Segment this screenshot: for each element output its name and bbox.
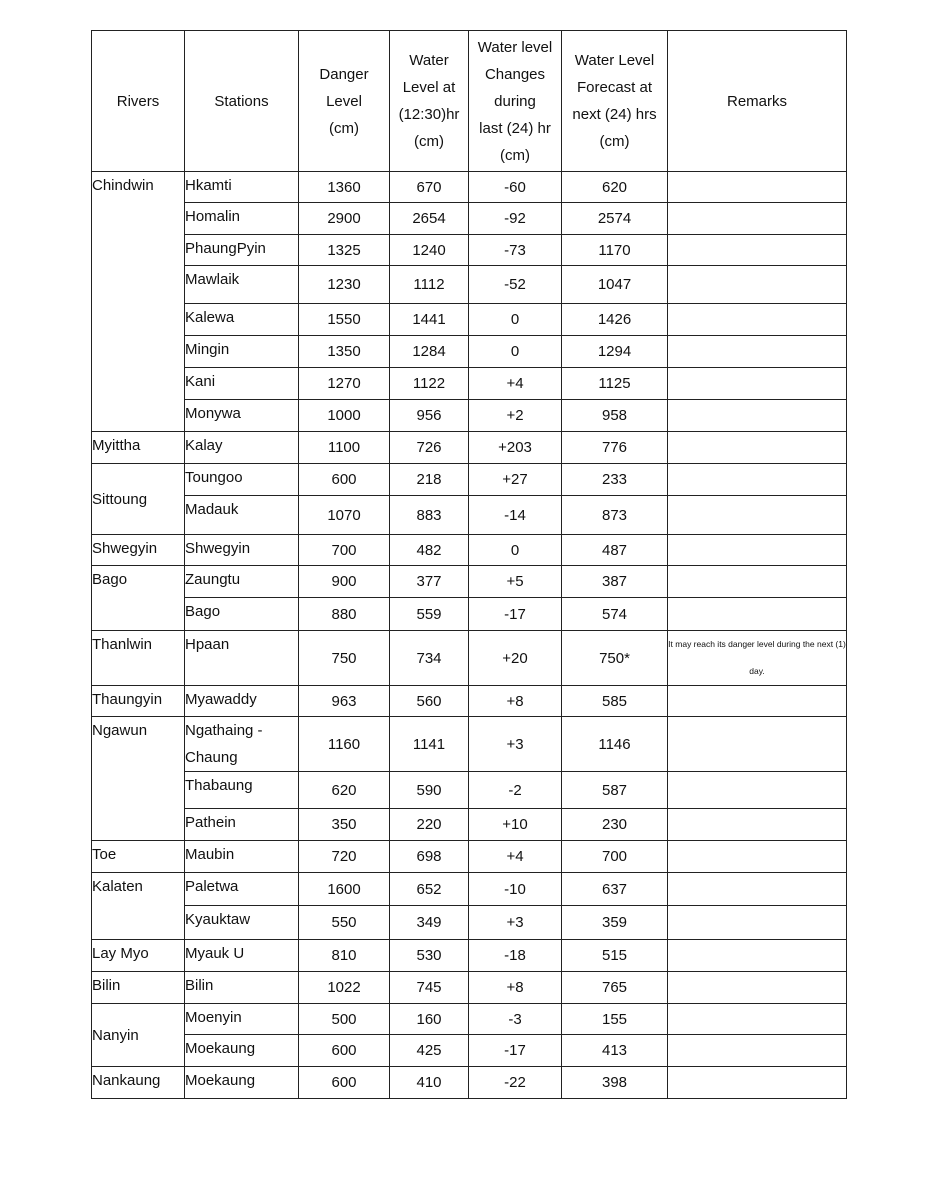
station-cell: Moenyin [185,1004,299,1035]
water-level-cell: 1122 [390,368,469,400]
table-row [92,535,847,566]
danger-level-cell: 1360 [299,172,390,203]
forecast-cell: 387 [562,566,668,598]
danger-level-cell: 1325 [299,235,390,266]
remarks-cell [668,809,847,841]
water-level-cell: 652 [390,873,469,906]
danger-level-cell: 1070 [299,496,390,535]
table-row [92,631,847,686]
remarks-cell [668,203,847,235]
water-level-cell: 1141 [390,717,469,772]
water-level-cell: 160 [390,1004,469,1035]
water-level-cell: 1112 [390,266,469,304]
danger-level-cell: 963 [299,686,390,717]
river-cell: Shwegyin [92,535,185,566]
danger-level-cell: 900 [299,566,390,598]
remarks-cell [668,717,847,772]
forecast-cell: 1047 [562,266,668,304]
danger-level-cell: 1022 [299,972,390,1004]
level-change-cell: -60 [469,172,562,203]
header-danger-level: Danger Level (cm) [299,31,390,172]
forecast-cell: 487 [562,535,668,566]
table-row [92,772,847,809]
river-cell: Thanlwin [92,631,185,686]
forecast-cell: 620 [562,172,668,203]
remarks-cell: It may reach its danger level during the next (1) day. [668,631,847,686]
danger-level-cell: 1000 [299,400,390,432]
station-cell: Moekaung [185,1067,299,1099]
level-change-cell: +5 [469,566,562,598]
forecast-cell: 1294 [562,336,668,368]
forecast-cell: 700 [562,841,668,873]
level-change-cell: 0 [469,535,562,566]
header-level-changes: Water level Changes during last (24) hr (cm) [469,31,562,172]
danger-level-cell: 600 [299,464,390,496]
danger-level-cell: 500 [299,1004,390,1035]
table-row [92,940,847,972]
water-level-cell: 698 [390,841,469,873]
danger-level-cell: 810 [299,940,390,972]
station-cell: Monywa [185,400,299,432]
river-cell: Lay Myo [92,940,185,972]
level-change-cell: -17 [469,598,562,631]
water-level-cell: 425 [390,1035,469,1067]
forecast-cell: 765 [562,972,668,1004]
forecast-cell: 585 [562,686,668,717]
station-cell: Moekaung [185,1035,299,1067]
river-cell: Thaungyin [92,686,185,717]
forecast-cell: 515 [562,940,668,972]
water-level-cell: 377 [390,566,469,598]
level-change-cell: 0 [469,336,562,368]
remarks-cell [668,772,847,809]
forecast-cell: 958 [562,400,668,432]
remarks-cell [668,940,847,972]
level-change-cell: -3 [469,1004,562,1035]
water-level-cell: 482 [390,535,469,566]
station-cell: Zaungtu [185,566,299,598]
danger-level-cell: 600 [299,1035,390,1067]
remarks-cell [668,686,847,717]
danger-level-cell: 550 [299,906,390,940]
danger-level-cell: 720 [299,841,390,873]
level-change-cell: -18 [469,940,562,972]
remarks-cell [668,1004,847,1035]
table-body [92,172,847,1099]
remarks-cell [668,432,847,464]
forecast-cell: 398 [562,1067,668,1099]
level-change-cell: -92 [469,203,562,235]
header-forecast: Water Level Forecast at next (24) hrs (cm) [562,31,668,172]
forecast-cell: 1170 [562,235,668,266]
table-row [92,496,847,535]
danger-level-cell: 1550 [299,304,390,336]
station-cell: Homalin [185,203,299,235]
station-cell: Pathein [185,809,299,841]
station-cell: Bago [185,598,299,631]
station-cell: Bilin [185,972,299,1004]
level-change-cell: +4 [469,841,562,873]
remarks-cell [668,566,847,598]
station-cell: Myauk U [185,940,299,972]
level-change-cell: +8 [469,686,562,717]
river-cell: Toe [92,841,185,873]
station-cell: Paletwa [185,873,299,906]
level-change-cell: -10 [469,873,562,906]
station-cell: Hkamti [185,172,299,203]
forecast-cell: 2574 [562,203,668,235]
table-row [92,464,847,496]
danger-level-cell: 620 [299,772,390,809]
river-cell: Bago [92,566,185,631]
remarks-cell [668,304,847,336]
level-change-cell: +20 [469,631,562,686]
station-cell: PhaungPyin [185,235,299,266]
header-remarks: Remarks [668,31,847,172]
table-row [92,809,847,841]
river-cell: Bilin [92,972,185,1004]
forecast-cell: 155 [562,1004,668,1035]
station-cell: Kalay [185,432,299,464]
level-change-cell: -52 [469,266,562,304]
table-row [92,304,847,336]
remarks-cell [668,172,847,203]
station-cell: Kyauktaw [185,906,299,940]
station-cell: Toungoo [185,464,299,496]
river-cell: Nankaung [92,1067,185,1099]
table-row [92,906,847,940]
header-water-level: Water Level at (12:30)hr (cm) [390,31,469,172]
river-cell: Nanyin [92,1004,185,1067]
remarks-cell [668,368,847,400]
level-change-cell: +3 [469,717,562,772]
station-cell: Kani [185,368,299,400]
header-row [92,31,847,172]
station-cell: Thabaung [185,772,299,809]
station-cell: Madauk [185,496,299,535]
water-level-cell: 1284 [390,336,469,368]
river-cell: Myittha [92,432,185,464]
level-change-cell: -17 [469,1035,562,1067]
remarks-cell [668,873,847,906]
water-level-cell: 590 [390,772,469,809]
level-change-cell: -14 [469,496,562,535]
water-level-cell: 745 [390,972,469,1004]
table-row [92,336,847,368]
table-row [92,432,847,464]
danger-level-cell: 750 [299,631,390,686]
level-change-cell: +10 [469,809,562,841]
remarks-cell [668,972,847,1004]
danger-level-cell: 2900 [299,203,390,235]
table-row [92,203,847,235]
water-level-cell: 734 [390,631,469,686]
remarks-cell [668,1067,847,1099]
remarks-cell [668,235,847,266]
station-cell: Mingin [185,336,299,368]
water-level-cell: 2654 [390,203,469,235]
station-cell: Hpaan [185,631,299,686]
water-level-cell: 559 [390,598,469,631]
remarks-cell [668,336,847,368]
table-row [92,1004,847,1035]
water-level-cell: 1441 [390,304,469,336]
level-change-cell: -73 [469,235,562,266]
table-row [92,717,847,772]
table-row [92,266,847,304]
forecast-cell: 637 [562,873,668,906]
level-change-cell: +27 [469,464,562,496]
danger-level-cell: 1160 [299,717,390,772]
remarks-cell [668,400,847,432]
table-row [92,1035,847,1067]
danger-level-cell: 1100 [299,432,390,464]
remarks-cell [668,598,847,631]
header-rivers: Rivers [92,31,185,172]
river-cell: Sittoung [92,464,185,535]
remarks-cell [668,841,847,873]
level-change-cell: +203 [469,432,562,464]
level-change-cell: -2 [469,772,562,809]
level-change-cell: +2 [469,400,562,432]
forecast-cell: 1125 [562,368,668,400]
table-row [92,1067,847,1099]
forecast-cell: 1146 [562,717,668,772]
water-level-cell: 726 [390,432,469,464]
table-row [92,368,847,400]
table-row [92,235,847,266]
water-level-cell: 530 [390,940,469,972]
forecast-cell: 776 [562,432,668,464]
forecast-cell: 1426 [562,304,668,336]
table-row [92,400,847,432]
danger-level-cell: 600 [299,1067,390,1099]
water-level-cell: 220 [390,809,469,841]
water-level-cell: 349 [390,906,469,940]
level-change-cell: 0 [469,304,562,336]
remarks-cell [668,1035,847,1067]
danger-level-cell: 1600 [299,873,390,906]
forecast-cell: 574 [562,598,668,631]
water-level-cell: 218 [390,464,469,496]
forecast-cell: 413 [562,1035,668,1067]
table-row [92,686,847,717]
water-level-cell: 560 [390,686,469,717]
level-change-cell: -22 [469,1067,562,1099]
table-row [92,598,847,631]
water-level-cell: 956 [390,400,469,432]
station-cell: Maubin [185,841,299,873]
remarks-cell [668,464,847,496]
table-row [92,566,847,598]
water-level-cell: 883 [390,496,469,535]
river-cell: Chindwin [92,172,185,432]
remarks-cell [668,266,847,304]
river-water-level-table [91,30,847,1099]
station-cell: Mawlaik [185,266,299,304]
forecast-cell: 587 [562,772,668,809]
forecast-cell: 233 [562,464,668,496]
header-stations: Stations [185,31,299,172]
level-change-cell: +4 [469,368,562,400]
station-cell: Ngathaing - Chaung [185,717,299,772]
remarks-cell [668,535,847,566]
forecast-cell: 359 [562,906,668,940]
level-change-cell: +8 [469,972,562,1004]
level-change-cell: +3 [469,906,562,940]
table-row [92,841,847,873]
forecast-cell: 750* [562,631,668,686]
table-row [92,172,847,203]
forecast-cell: 873 [562,496,668,535]
river-cell: Kalaten [92,873,185,940]
water-level-cell: 670 [390,172,469,203]
water-level-cell: 410 [390,1067,469,1099]
table-row [92,873,847,906]
station-cell: Kalewa [185,304,299,336]
danger-level-cell: 350 [299,809,390,841]
danger-level-cell: 1270 [299,368,390,400]
danger-level-cell: 880 [299,598,390,631]
danger-level-cell: 1230 [299,266,390,304]
danger-level-cell: 700 [299,535,390,566]
station-cell: Shwegyin [185,535,299,566]
danger-level-cell: 1350 [299,336,390,368]
remarks-cell [668,906,847,940]
water-level-cell: 1240 [390,235,469,266]
river-cell: Ngawun [92,717,185,841]
remarks-cell [668,496,847,535]
forecast-cell: 230 [562,809,668,841]
station-cell: Myawaddy [185,686,299,717]
table-row [92,972,847,1004]
